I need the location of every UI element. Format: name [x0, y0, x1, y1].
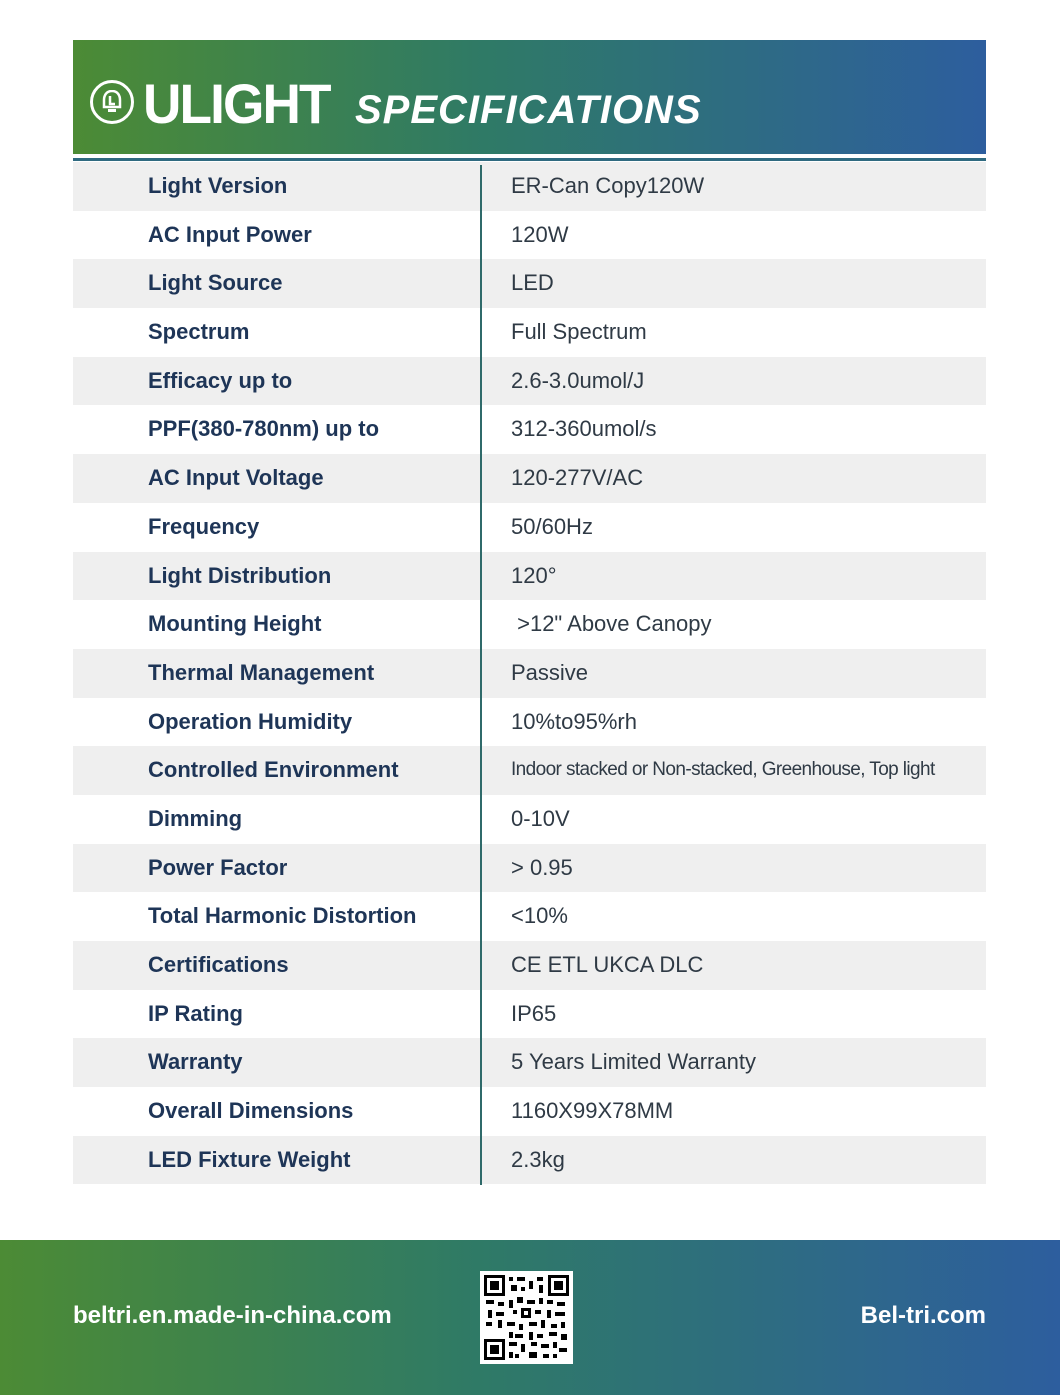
spec-label: Light Source	[148, 270, 283, 296]
spec-value: ER-Can Copy120W	[511, 173, 705, 198]
spec-row	[73, 405, 986, 454]
spec-value: LED	[511, 270, 554, 296]
spec-value: 312-360umol/s	[511, 416, 657, 442]
brand-name: ULIGHT	[143, 72, 330, 135]
spec-row	[73, 1136, 986, 1185]
spec-row	[73, 844, 986, 893]
spec-label: Dimming	[148, 805, 243, 831]
spec-value: Indoor stacked or Non-stacked, Greenhouse, Top light	[511, 759, 935, 781]
spec-label: PPF(380-780nm) up to	[148, 416, 380, 442]
spec-label: Overall Dimensions	[148, 1098, 354, 1124]
spec-label: Efficacy up to	[148, 367, 293, 393]
spec-value: 2.3kg	[511, 1146, 565, 1172]
spec-row	[73, 259, 986, 308]
spec-value: 120W	[511, 221, 569, 247]
spec-row	[73, 357, 986, 406]
spec-table	[73, 162, 986, 1184]
spec-value: 5 Years Limited Warranty	[511, 1049, 756, 1075]
spec-value: Full Spectrum	[511, 319, 647, 345]
spec-value: 120°	[511, 562, 557, 588]
spec-value: 10%to95%rh	[511, 708, 637, 734]
footer-link-made-in-china[interactable]: beltri.en.made-in-china.com	[73, 1302, 392, 1329]
spec-label: Mounting Height	[148, 611, 322, 637]
spec-row	[73, 1087, 986, 1136]
spec-row	[73, 454, 986, 503]
spec-value: 0-10V	[511, 805, 570, 831]
qr-code-icon[interactable]	[480, 1271, 573, 1364]
spec-label: LED Fixture Weight	[148, 1146, 351, 1172]
spec-row	[73, 698, 986, 747]
spec-label: Thermal Management	[148, 659, 375, 685]
spec-row	[73, 308, 986, 357]
spec-label: AC Input Power	[148, 221, 312, 247]
spec-label: Warranty	[148, 1049, 243, 1075]
spec-label: Certifications	[148, 952, 289, 977]
spec-row	[73, 600, 986, 649]
spec-row	[73, 990, 986, 1039]
header-banner	[73, 40, 986, 154]
spec-value: > 0.95	[511, 854, 573, 880]
spec-row	[73, 1038, 986, 1087]
spec-value: <10%	[511, 903, 568, 929]
spec-value: IP65	[511, 1000, 557, 1026]
column-divider	[480, 165, 482, 1185]
spec-label: IP Rating	[148, 1000, 243, 1026]
spec-row	[73, 892, 986, 941]
spec-row	[73, 503, 986, 552]
spec-row	[73, 211, 986, 260]
footer-banner	[0, 1240, 1060, 1395]
spec-value: 120-277V/AC	[511, 465, 644, 491]
spec-label: Light Distribution	[148, 562, 332, 588]
footer-link-beltri[interactable]: Bel-tri.com	[860, 1302, 986, 1329]
spec-value: 1160X99X78MM	[511, 1098, 674, 1124]
spec-row	[73, 746, 986, 795]
spec-row	[73, 649, 986, 698]
spec-label: AC Input Voltage	[148, 465, 324, 491]
spec-label: Power Factor	[148, 854, 288, 880]
brand-logo-icon	[90, 80, 134, 124]
spec-label: Spectrum	[148, 319, 250, 345]
spec-label: Light Version	[148, 173, 288, 198]
spec-value: >12" Above Canopy	[511, 611, 712, 637]
spec-value: Passive	[511, 659, 589, 685]
spec-row	[73, 552, 986, 601]
spec-label: Operation Humidity	[148, 708, 353, 734]
spec-label: Frequency	[148, 513, 260, 539]
spec-value: 50/60Hz	[511, 513, 593, 539]
spec-label: Total Harmonic Distortion	[148, 903, 417, 929]
spec-row	[73, 795, 986, 844]
spec-value: CE ETL UKCA DLC	[511, 952, 704, 977]
spec-row	[73, 941, 986, 990]
page-title: SPECIFICATIONS	[355, 88, 702, 132]
spec-row	[73, 162, 986, 211]
spec-label: Controlled Environment	[148, 757, 399, 783]
header-underline	[73, 158, 986, 161]
spec-value: 2.6-3.0umol/J	[511, 367, 645, 393]
